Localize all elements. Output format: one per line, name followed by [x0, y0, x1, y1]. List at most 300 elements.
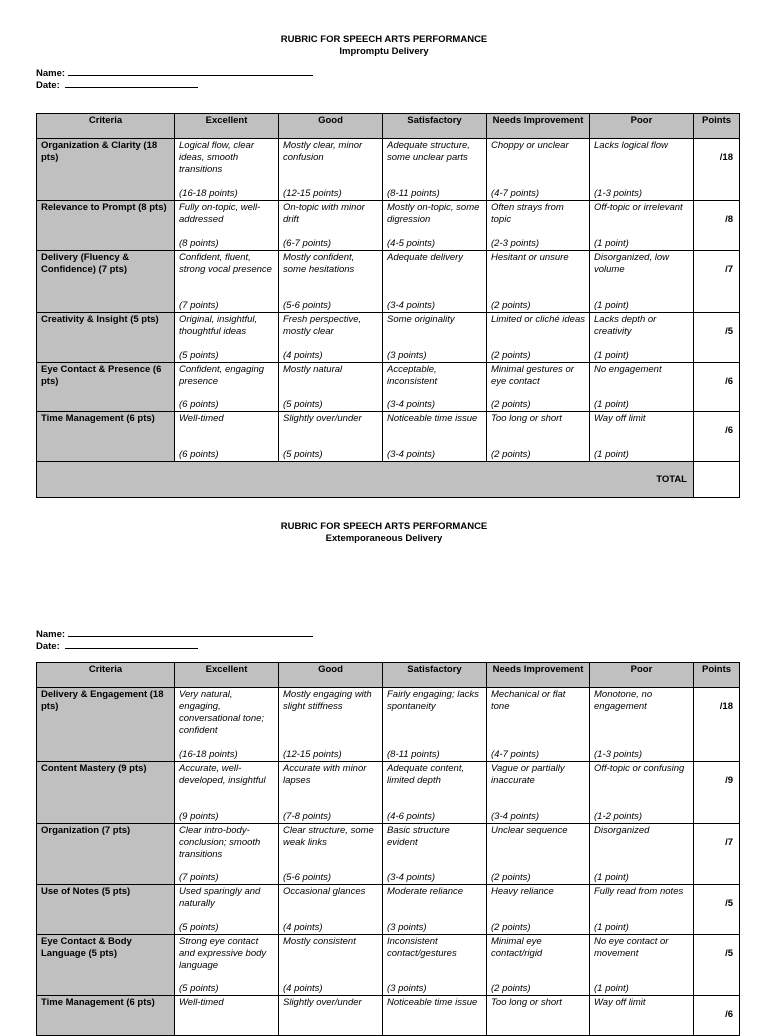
rating-cell: [383, 824, 487, 885]
rating-description: Noticeable time issue: [387, 997, 478, 1008]
criterion-cell: Delivery (Fluency & Confidence) (7 pts): [37, 251, 175, 313]
rating-points: (1-3 points): [594, 188, 643, 199]
column-header: Criteria: [37, 663, 175, 688]
rating-description: Mostly engaging with slight stiffness: [283, 689, 372, 712]
rating-description: Fresh perspective, mostly clear: [283, 314, 362, 337]
table-row: [37, 762, 740, 824]
rating-points: (3-4 points): [387, 300, 436, 311]
rating-points: (4-7 points): [491, 188, 540, 199]
rating-cell: [590, 935, 694, 996]
criterion-cell: Creativity & Insight (5 pts): [37, 313, 175, 363]
rating-cell-content: [179, 763, 274, 823]
rating-cell-content: [491, 886, 585, 934]
rating-points: (7 points): [179, 872, 219, 883]
rating-description: Way off limit: [594, 413, 646, 424]
rating-points: (5 points): [283, 399, 323, 410]
rating-points: (5 points): [179, 983, 219, 994]
rating-cell: [279, 824, 383, 885]
rating-points: (4 points): [283, 350, 323, 361]
rating-points: (4 points): [283, 983, 323, 994]
rating-description: Choppy or unclear: [491, 140, 569, 151]
rubric-title: RUBRIC FOR SPEECH ARTS PERFORMANCE: [280, 521, 488, 532]
column-header: Good: [279, 114, 383, 139]
rating-cell-content: [491, 413, 585, 461]
rating-description: Clear structure, some weak links: [283, 825, 374, 848]
rating-description: Adequate structure, some unclear parts: [387, 140, 470, 163]
column-header: Criteria: [37, 114, 175, 139]
rating-cell-content: [491, 252, 585, 312]
rubric-title-extemporaneous: [0, 521, 768, 545]
rating-cell-content: [491, 140, 585, 200]
rating-cell-content: [283, 202, 378, 250]
rating-points: (8-11 points): [387, 749, 440, 760]
rating-cell: [487, 201, 590, 251]
rating-points: (3 points): [387, 922, 427, 933]
rating-cell-content: [387, 202, 482, 250]
rating-cell-content: [594, 763, 689, 823]
rating-cell-content: [491, 825, 585, 884]
rating-cell: [175, 363, 279, 412]
rating-cell-content: [491, 763, 585, 823]
rating-cell-content: [387, 140, 482, 200]
rating-description: Disorganized: [594, 825, 650, 836]
rating-points: (6-7 points): [283, 238, 332, 249]
rating-cell-content: [491, 202, 585, 250]
rating-cell: [383, 363, 487, 412]
rating-cell: [175, 139, 279, 201]
rating-description: Fully on-topic, well-addressed: [179, 202, 261, 225]
rating-cell: [590, 139, 694, 201]
column-header: Excellent: [175, 114, 279, 139]
table-row: [37, 139, 740, 201]
rating-cell-content: [594, 825, 689, 884]
rating-cell: [383, 313, 487, 363]
rating-points: (1-3 points): [594, 749, 643, 760]
rating-cell: [383, 996, 487, 1036]
criterion-cell: Eye Contact & Presence (6 pts): [37, 363, 175, 412]
rating-cell: [590, 762, 694, 824]
rating-cell-content: [283, 886, 378, 934]
table-row: [37, 824, 740, 885]
rating-cell: [487, 935, 590, 996]
rating-cell-content: [283, 825, 378, 884]
name-field: [36, 67, 313, 79]
column-header: Excellent: [175, 663, 279, 688]
total-score-box[interactable]: [694, 462, 740, 498]
rating-description: Minimal eye contact/rigid: [491, 936, 543, 959]
rating-cell: [383, 251, 487, 313]
rating-points: (1 point): [594, 922, 629, 933]
criterion-cell: Eye Contact & Body Language (5 pts): [37, 935, 175, 996]
rating-cell: [175, 201, 279, 251]
points-score-cell[interactable]: /9: [694, 762, 740, 824]
rating-cell: [590, 201, 694, 251]
rating-cell-content: [179, 886, 274, 934]
rating-cell: [590, 885, 694, 935]
table-row: [37, 935, 740, 996]
rating-points: (2 points): [491, 350, 531, 361]
column-header: Points: [694, 114, 740, 139]
rating-description: No eye contact or movement: [594, 936, 669, 959]
rating-points: (2 points): [491, 872, 531, 883]
rating-cell-content: [387, 252, 482, 312]
rating-points: (1 point): [594, 399, 629, 410]
date-label: Date:: [36, 641, 60, 652]
rating-cell-content: [491, 997, 585, 1035]
rating-description: Mostly on-topic, some digression: [387, 202, 480, 225]
rating-points: (3 points): [387, 983, 427, 994]
rating-description: No engagement: [594, 364, 662, 375]
rating-cell: [590, 688, 694, 762]
rating-description: Fairly engaging; lacks spontaneity: [387, 689, 479, 712]
points-score-cell[interactable]: /5: [694, 885, 740, 935]
table-row: [37, 363, 740, 412]
rating-description: Too long or short: [491, 413, 562, 424]
column-header: Poor: [590, 663, 694, 688]
column-header: Good: [279, 663, 383, 688]
rating-cell: [175, 996, 279, 1036]
rating-cell-content: [387, 886, 482, 934]
rating-description: Lacks depth or creativity: [594, 314, 657, 337]
rating-cell: [175, 935, 279, 996]
rating-cell-content: [594, 364, 689, 411]
rubric-subtitle: Extemporaneous Delivery: [325, 533, 443, 544]
rating-cell-content: [594, 936, 689, 995]
rating-description: Hesitant or unsure: [491, 252, 569, 263]
rating-cell: [175, 313, 279, 363]
rating-cell: [383, 201, 487, 251]
rating-points: (3 points): [387, 350, 427, 361]
rating-cell-content: [387, 763, 482, 823]
rating-description: Vague or partially inaccurate: [491, 763, 565, 786]
rating-points: (4-6 points): [387, 811, 436, 822]
rating-description: Basic structure evident: [387, 825, 450, 848]
rating-description: Slightly over/under: [283, 997, 362, 1008]
rating-cell: [487, 885, 590, 935]
rating-points: (12-15 points): [283, 188, 342, 199]
rating-cell-content: [594, 413, 689, 461]
rating-cell-content: [387, 413, 482, 461]
rating-cell-content: [283, 364, 378, 411]
rating-description: Off-topic or irrelevant: [594, 202, 683, 213]
rating-points: (1 point): [594, 449, 629, 460]
points-score-cell[interactable]: /18: [694, 688, 740, 762]
rating-points: (6 points): [179, 399, 219, 410]
rating-cell: [279, 251, 383, 313]
points-score-cell[interactable]: /5: [694, 935, 740, 996]
rating-description: Confident, engaging presence: [179, 364, 265, 387]
rating-cell-content: [594, 689, 689, 761]
name-label: Name:: [36, 68, 66, 79]
rating-cell-content: [283, 252, 378, 312]
rating-points: (3-4 points): [387, 872, 436, 883]
rating-cell: [590, 313, 694, 363]
rating-description: Very natural, engaging, conversational tone; confident: [179, 689, 265, 736]
rating-cell: [487, 996, 590, 1036]
rating-description: Accurate, well-developed, insightful: [179, 763, 266, 786]
total-row: [37, 462, 740, 498]
rating-cell-content: [491, 689, 585, 761]
rating-description: Unclear sequence: [491, 825, 568, 836]
rating-points: (12-15 points): [283, 749, 342, 760]
rating-cell: [279, 688, 383, 762]
criterion-cell: Organization (7 pts): [37, 824, 175, 885]
rating-points: (6 points): [179, 449, 219, 460]
rating-points: (1 point): [594, 350, 629, 361]
rating-cell: [590, 363, 694, 412]
rating-points: (3-4 points): [491, 811, 540, 822]
rating-cell-content: [594, 314, 689, 362]
criterion-cell: Use of Notes (5 pts): [37, 885, 175, 935]
rating-cell-content: [387, 689, 482, 761]
points-score-cell[interactable]: /18: [694, 139, 740, 201]
criterion-cell: Time Management (6 pts): [37, 996, 175, 1036]
rating-cell: [279, 762, 383, 824]
date-label: Date:: [36, 80, 60, 91]
rating-cell-content: [179, 202, 274, 250]
rating-cell-content: [387, 364, 482, 411]
points-score-cell[interactable]: /7: [694, 251, 740, 313]
rating-points: (8-11 points): [387, 188, 440, 199]
rating-description: Mostly natural: [283, 364, 343, 375]
rating-description: Limited or cliché ideas: [491, 314, 585, 325]
rating-description: Monotone, no engagement: [594, 689, 653, 712]
name-field: [36, 628, 313, 640]
rating-cell-content: [594, 140, 689, 200]
rating-cell: [383, 762, 487, 824]
rating-points: (5 points): [179, 350, 219, 361]
rating-points: (5-6 points): [283, 300, 332, 311]
name-line[interactable]: [68, 67, 313, 76]
rating-description: Heavy reliance: [491, 886, 554, 897]
rating-points: (2 points): [491, 922, 531, 933]
rating-cell: [175, 824, 279, 885]
column-header: Satisfactory: [383, 114, 487, 139]
rating-points: (9 points): [179, 811, 219, 822]
rating-cell-content: [491, 364, 585, 411]
rating-points: (4-7 points): [491, 749, 540, 760]
rating-points: (2-3 points): [491, 238, 540, 249]
criterion-cell: Delivery & Engagement (18 pts): [37, 688, 175, 762]
rating-points: (8 points): [179, 238, 219, 249]
rating-description: Mostly clear, minor confusion: [283, 140, 363, 163]
rating-cell-content: [283, 763, 378, 823]
date-line[interactable]: [65, 79, 198, 88]
rating-cell: [279, 885, 383, 935]
rating-cell-content: [179, 140, 274, 200]
rating-description: Way off limit: [594, 997, 646, 1008]
rating-points: (1 point): [594, 300, 629, 311]
rating-description: Inconsistent contact/gestures: [387, 936, 457, 959]
rating-points: (1 point): [594, 983, 629, 994]
date-line[interactable]: [65, 640, 198, 649]
rating-description: Mostly consistent: [283, 936, 356, 947]
rubric-table-extemporaneous: [36, 662, 740, 1036]
rating-description: Mechanical or flat tone: [491, 689, 566, 712]
column-header: Needs Improvement: [487, 114, 590, 139]
rating-description: Logical flow, clear ideas, smooth transitions: [179, 140, 254, 175]
rating-description: Noticeable time issue: [387, 413, 478, 424]
rating-cell-content: [594, 252, 689, 312]
rating-cell-content: [491, 936, 585, 995]
rating-cell-content: [594, 202, 689, 250]
rating-cell: [487, 139, 590, 201]
rating-points: (2 points): [491, 449, 531, 460]
rating-cell: [383, 139, 487, 201]
rating-points: (2 points): [491, 399, 531, 410]
rating-description: Used sparingly and naturally: [179, 886, 261, 909]
rating-cell: [383, 935, 487, 996]
rating-points: (3-4 points): [387, 449, 436, 460]
rating-cell: [487, 824, 590, 885]
rating-cell: [279, 313, 383, 363]
rating-cell-content: [179, 252, 274, 312]
criterion-cell: Time Management (6 pts): [37, 412, 175, 462]
rating-cell: [383, 688, 487, 762]
table-row: [37, 251, 740, 313]
rating-cell: [487, 313, 590, 363]
rating-description: Acceptable, inconsistent: [387, 364, 438, 387]
rating-points: (7 points): [179, 300, 219, 311]
rubric-subtitle: Impromptu Delivery: [339, 46, 429, 57]
points-score-cell[interactable]: /5: [694, 313, 740, 363]
rating-cell: [175, 688, 279, 762]
points-score-cell[interactable]: /6: [694, 412, 740, 462]
rubric-table-impromptu: [36, 113, 740, 498]
rating-cell: [590, 996, 694, 1036]
rating-description: Adequate content, limited depth: [387, 763, 465, 786]
rating-description: Moderate reliance: [387, 886, 464, 897]
points-score-cell[interactable]: /7: [694, 824, 740, 885]
rating-description: Confident, fluent, strong vocal presence: [179, 252, 272, 275]
rating-cell: [487, 762, 590, 824]
rating-description: Strong eye contact and expressive body language: [179, 936, 267, 971]
rating-description: On-topic with minor drift: [283, 202, 365, 225]
rating-cell-content: [387, 936, 482, 995]
rating-description: Occasional glances: [283, 886, 366, 897]
rating-description: Fully read from notes: [594, 886, 684, 897]
rating-cell: [175, 885, 279, 935]
rating-description: Slightly over/under: [283, 413, 362, 424]
rating-cell-content: [179, 364, 274, 411]
rating-cell-content: [283, 936, 378, 995]
total-label: TOTAL: [37, 462, 694, 498]
rating-cell-content: [387, 997, 482, 1035]
name-line[interactable]: [68, 628, 313, 637]
rating-points: (16-18 points): [179, 188, 238, 199]
rating-points: (2 points): [491, 300, 531, 311]
rating-cell: [487, 412, 590, 462]
criterion-cell: Relevance to Prompt (8 pts): [37, 201, 175, 251]
rating-cell-content: [594, 997, 689, 1035]
rating-cell: [279, 201, 383, 251]
rating-cell-content: [179, 825, 274, 884]
rubric-title-impromptu: [0, 34, 768, 58]
rating-description: Often strays from topic: [491, 202, 564, 225]
rating-cell-content: [387, 825, 482, 884]
points-score-cell[interactable]: /6: [694, 363, 740, 412]
rating-cell: [487, 251, 590, 313]
rating-points: (2 points): [491, 983, 531, 994]
column-header: Poor: [590, 114, 694, 139]
rating-points: (7-8 points): [283, 811, 332, 822]
rating-points: (1-2 points): [594, 811, 643, 822]
rating-description: Adequate delivery: [387, 252, 464, 263]
rating-description: Mostly confident, some hesitations: [283, 252, 355, 275]
rating-cell: [279, 363, 383, 412]
rubric-title: RUBRIC FOR SPEECH ARTS PERFORMANCE: [280, 34, 488, 45]
table-row: [37, 412, 740, 462]
rating-description: Lacks logical flow: [594, 140, 668, 151]
rating-cell: [175, 762, 279, 824]
date-field: [36, 79, 198, 91]
rating-cell: [279, 139, 383, 201]
rating-points: (3-4 points): [387, 399, 436, 410]
rating-cell: [175, 251, 279, 313]
rating-cell-content: [283, 140, 378, 200]
rating-points: (1 point): [594, 872, 629, 883]
rating-points: (5 points): [179, 922, 219, 933]
table-row: [37, 996, 740, 1036]
rating-description: Disorganized, low volume: [594, 252, 669, 275]
rating-cell: [590, 412, 694, 462]
rating-cell: [383, 412, 487, 462]
rating-description: Clear intro-body-conclusion; smooth transitions: [179, 825, 261, 860]
header-row: [37, 114, 740, 139]
rating-cell: [487, 363, 590, 412]
criterion-cell: Content Mastery (9 pts): [37, 762, 175, 824]
rating-cell-content: [283, 689, 378, 761]
rating-cell-content: [283, 314, 378, 362]
rating-description: Well-timed: [179, 413, 224, 424]
rating-points: (5-6 points): [283, 872, 332, 883]
rating-points: (16-18 points): [179, 749, 238, 760]
rating-description: Too long or short: [491, 997, 562, 1008]
points-score-cell[interactable]: /6: [694, 996, 740, 1036]
rating-cell: [383, 885, 487, 935]
name-label: Name:: [36, 629, 66, 640]
column-header: Points: [694, 663, 740, 688]
rating-description: Some originality: [387, 314, 455, 325]
column-header: Satisfactory: [383, 663, 487, 688]
rating-description: Well-timed: [179, 997, 224, 1008]
rating-cell-content: [491, 314, 585, 362]
rating-cell: [487, 688, 590, 762]
table-row: [37, 201, 740, 251]
rating-cell-content: [179, 689, 274, 761]
rating-cell-content: [387, 314, 482, 362]
points-score-cell[interactable]: /8: [694, 201, 740, 251]
rating-points: (4-5 points): [387, 238, 436, 249]
rating-cell-content: [283, 997, 378, 1035]
rating-points: (5 points): [283, 449, 323, 460]
rating-cell: [279, 935, 383, 996]
table-row: [37, 688, 740, 762]
rating-description: Off-topic or confusing: [594, 763, 685, 774]
rating-cell-content: [594, 886, 689, 934]
header-row: [37, 663, 740, 688]
rating-cell: [175, 412, 279, 462]
rating-cell: [590, 251, 694, 313]
date-field: [36, 640, 198, 652]
rating-cell-content: [283, 413, 378, 461]
rating-points: (1 point): [594, 238, 629, 249]
rating-description: Accurate with minor lapses: [283, 763, 367, 786]
table-row: [37, 885, 740, 935]
rating-cell-content: [179, 314, 274, 362]
column-header: Needs Improvement: [487, 663, 590, 688]
rating-cell: [590, 824, 694, 885]
